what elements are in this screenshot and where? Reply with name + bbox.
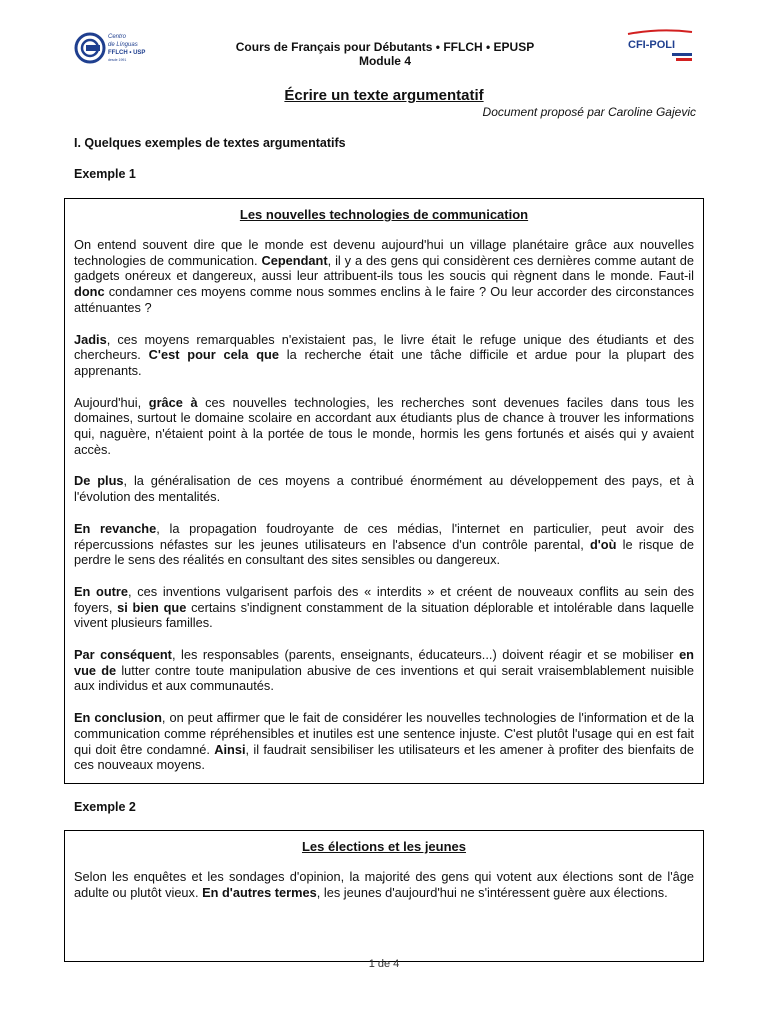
example-2-label: Exemple 2 bbox=[74, 800, 136, 814]
logo-line-4: desde 1991 bbox=[108, 58, 127, 62]
example-1-paragraph-1 bbox=[74, 237, 694, 316]
example-1-paragraph-6 bbox=[74, 584, 694, 631]
document-header bbox=[200, 40, 570, 68]
page-number: 1 de 4 bbox=[368, 958, 400, 970]
example-2-title: Les élections et les jeunes bbox=[301, 839, 467, 854]
text-run: , la généralisation de ces moyens a contribué énormément au développement des pays, et à l'évolution des mentalités. bbox=[74, 473, 694, 505]
header-module-line: Module 4 bbox=[358, 54, 411, 68]
connector-word: En d'autres termes bbox=[202, 884, 317, 900]
connector-word: Par conséquent bbox=[74, 647, 172, 663]
example-1-paragraph-2 bbox=[74, 332, 694, 379]
text-run: Aujourd'hui, bbox=[74, 394, 149, 410]
example-1-box bbox=[64, 198, 704, 784]
connector-word: d'où bbox=[589, 536, 617, 552]
example-2-box bbox=[64, 830, 704, 962]
connector-word: En revanche bbox=[74, 520, 157, 536]
text-run: condamner ces moyens comme nous sommes enclins à le faire ? Ou leur accorder des circonstances atténuantes ? bbox=[74, 284, 694, 315]
example-2-paragraph-1 bbox=[74, 869, 694, 900]
cfi-poli-text: CFI-POLI bbox=[628, 39, 676, 51]
example-1-label: Exemple 1 bbox=[74, 167, 136, 181]
text-run: certains s'indignent constamment de la situation déplorable et intolérable dans laquelle vivent plusieurs familles. bbox=[74, 599, 694, 631]
example-1-paragraph-7 bbox=[74, 647, 694, 694]
example-1-paragraph-5 bbox=[74, 521, 694, 568]
connector-word: grâce à bbox=[148, 394, 198, 410]
text-run: , ces moyens remarquables n'existaient pas, le livre était le refuge unique des étudiants et des chercheurs. bbox=[74, 331, 694, 363]
example-1-paragraph-4 bbox=[74, 473, 694, 504]
text-run: , la propagation foudroyante de ces médias, l'internet en particulier, peut avoir des répercussions néfastes sur les jeunes utilisateurs en l'absence d'un contrôle parental, bbox=[74, 520, 695, 552]
section-heading: I. Quelques exemples de textes argumentatifs bbox=[74, 136, 346, 150]
logo-line-3: FFLCH • USP bbox=[108, 50, 146, 56]
cfi-poli-logo bbox=[624, 28, 696, 64]
example-1-paragraph-3 bbox=[74, 395, 694, 458]
centro-de-linguas-logo bbox=[74, 30, 164, 66]
example-1-paragraph-8 bbox=[74, 710, 694, 773]
connector-word: Ainsi bbox=[214, 741, 246, 757]
text-run: , on peut affirmer que le fait de considérer les nouvelles technologies de l'information et de la communication comme répréhensibles et inutiles est une sentence injuste. C'est plutôt l'usage qui en est fait qui doit être condamné. bbox=[74, 710, 694, 757]
text-run: , il faudrait sensibiliser les utilisateurs et les amener à profiter des bienfaits de ces nouveaux moyens. bbox=[74, 741, 694, 773]
logo-emblem-icon bbox=[74, 30, 164, 66]
connector-word: Jadis bbox=[74, 331, 107, 347]
cfi-poli-emblem-icon bbox=[624, 28, 696, 64]
connector-word: En conclusion bbox=[74, 710, 162, 726]
header-course-line: Cours de Français pour Débutants • FFLCH • EPUSP bbox=[235, 40, 535, 54]
text-run: ces nouvelles technologies, les recherches sont devenues faciles dans tous les domaines, surtout le domaine scolaire en accordant aux étudiants plus de chance à trouver les informations qui, naguère, n'étaient point à la portée de tous le monde, hormis les gens fortunés et aisés qui y avaient accès. bbox=[74, 394, 694, 457]
connector-word: en vue de bbox=[74, 647, 694, 678]
text-run: lutter contre toute manipulation abusive de ces inventions et qui serait vraisemblablement nuisible aux individus et aux communautés. bbox=[74, 662, 694, 694]
connector-word: De plus bbox=[74, 473, 124, 489]
text-run: , les responsables (parents, enseignants, éducateurs...) doivent réagir et se mobiliser bbox=[171, 647, 680, 663]
connector-word: Cependant bbox=[261, 252, 328, 268]
connector-word: donc bbox=[74, 284, 105, 300]
connector-word: C'est pour cela que bbox=[148, 347, 279, 363]
text-run: On entend souvent dire que le monde est devenu aujourd'hui un village planétaire grâce aux nouvelles technologies de communication. bbox=[74, 237, 694, 268]
text-run: , les jeunes d'aujourd'hui ne s'intéressent guère aux élections. bbox=[316, 884, 668, 900]
connector-word: si bien que bbox=[117, 599, 187, 615]
document-title: Écrire un texte argumentatif bbox=[284, 87, 484, 104]
text-run: la recherche était une tâche difficile et ardue pour la plupart des apprenants. bbox=[74, 347, 694, 378]
text-run: le risque de perdre le sens des réalités en consultant des sites sensibles ou dangereux. bbox=[74, 536, 694, 568]
connector-word: En outre bbox=[74, 583, 129, 599]
logo-line-1: Centro bbox=[108, 34, 127, 40]
example-1-title: Les nouvelles technologies de communication bbox=[239, 207, 529, 222]
text-run: Selon les enquêtes et les sondages d'opinion, la majorité des gens qui votent aux élections sont de l'âge adulte ou plutôt vieux. bbox=[74, 869, 694, 900]
text-run: , ces inventions vulgarisent parfois des « interdits » et créent de nouveaux conflits au sein des foyers, bbox=[74, 583, 695, 615]
logo-line-2: de Línguas bbox=[108, 42, 138, 48]
text-run: , il y a des gens qui considèrent ces dernières comme autant de gadgets onéreux et dangereux, aussi leur attribuent-ils tous les soucis qui règnent dans le monde. Faut-il bbox=[74, 252, 694, 284]
document-byline: Document proposé par Caroline Gajevic bbox=[482, 105, 696, 119]
